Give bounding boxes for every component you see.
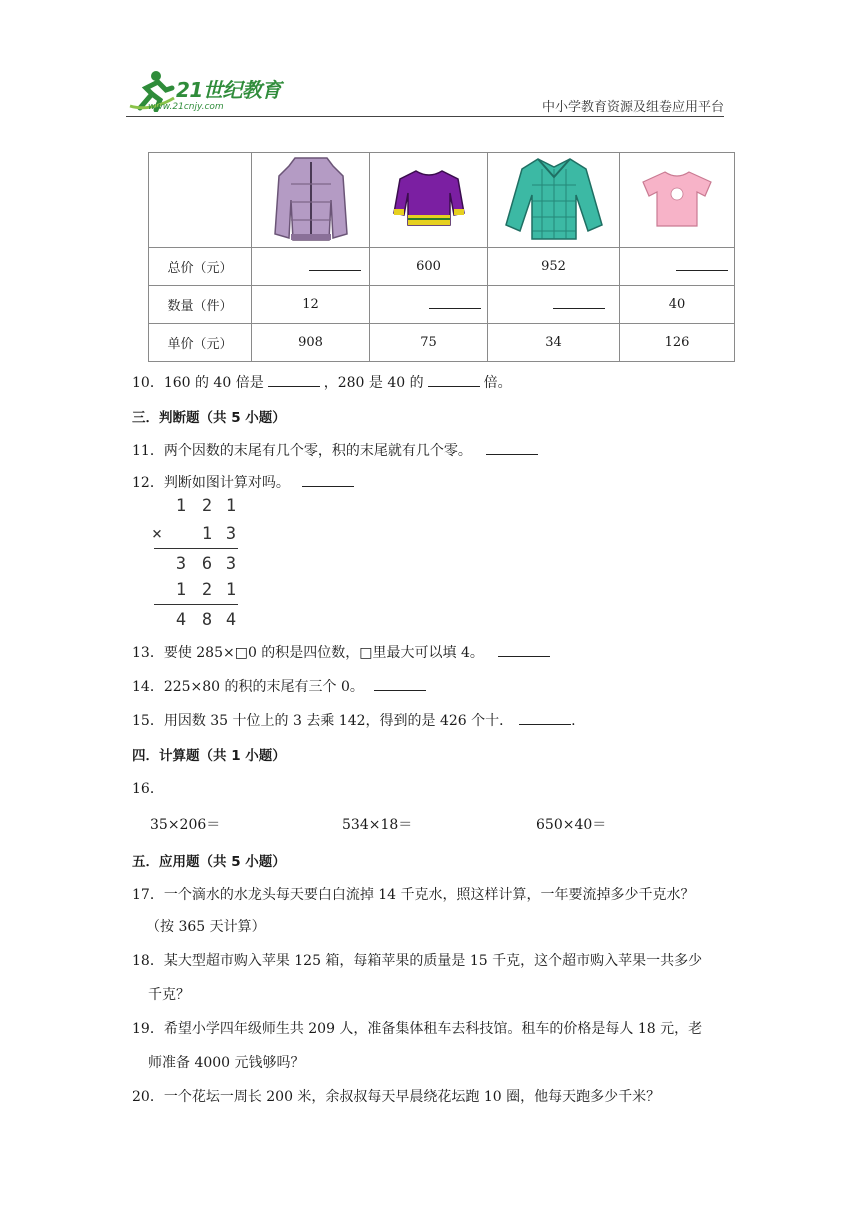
logo: [126, 68, 296, 114]
digit: 2: [201, 496, 213, 516]
digit: 6: [201, 554, 213, 574]
q12-text: 12．判断如图计算对吗。: [132, 475, 290, 491]
q16-expr-2: 534×18＝: [342, 817, 413, 833]
logo-text: 21世纪教育: [176, 78, 281, 102]
digit: 1: [175, 580, 187, 600]
total-price-sweater: 600: [370, 248, 488, 286]
quantity-sweater-blank[interactable]: [370, 286, 488, 324]
digit: 1: [225, 580, 237, 600]
q16-expr-1: 35×206＝: [150, 817, 221, 833]
calc-rule-2: [154, 604, 238, 605]
unit-price-tshirt: 126: [620, 324, 735, 362]
q10-part-c: 倍。: [483, 375, 512, 391]
q10-part-b: ，280 是 40 的: [323, 375, 424, 391]
question-11: [132, 440, 542, 460]
logo-url: www.21cnjy.com: [148, 102, 224, 112]
quantity-row: [149, 286, 735, 324]
q11-blank[interactable]: [486, 442, 538, 455]
image-row: [149, 153, 735, 248]
sweater-cell: [370, 153, 488, 248]
question-16: 16．: [132, 781, 164, 797]
question-18-line-2: 千克？: [148, 987, 190, 1003]
question-14: [132, 676, 430, 696]
quantity-shirt-blank[interactable]: [488, 286, 620, 324]
digit: 8: [201, 610, 213, 630]
multiplication-figure: [150, 496, 242, 636]
question-13: [132, 642, 554, 662]
digit: 2: [201, 580, 213, 600]
row-label: 单价（元）: [149, 324, 252, 362]
digit: 1: [201, 524, 213, 544]
total-price-row: [149, 248, 735, 286]
unit-price-row: [149, 324, 735, 362]
calc-row-4: [150, 580, 242, 604]
q11-text: 11．两个因数的末尾有几个零，积的末尾就有几个零。: [132, 443, 472, 459]
plaid-shirt-icon: [504, 155, 604, 241]
calc-row-5: [150, 610, 242, 634]
q10-blank-2[interactable]: [428, 374, 480, 387]
digit: 3: [225, 524, 237, 544]
question-10: [132, 372, 512, 392]
q16-expr-3: 650×40＝: [536, 817, 607, 833]
digit: 3: [175, 554, 187, 574]
question-17-line-1: 17．一个滴水的水龙头每天要白白流掉 14 千克水，照这样计算，一年要流掉多少千克水？: [132, 887, 695, 903]
platform-title: 中小学教育资源及组卷应用平台: [541, 100, 724, 115]
unit-price-sweater: 75: [370, 324, 488, 362]
q12-blank[interactable]: [302, 474, 354, 487]
page-header: [126, 68, 724, 117]
calc-row-3: [150, 554, 242, 578]
digit: 1: [225, 496, 237, 516]
digit: 3: [225, 554, 237, 574]
digit: 4: [175, 610, 187, 630]
pink-tshirt-icon: [641, 168, 713, 228]
digit: 4: [225, 610, 237, 630]
q10-part-a: 10．160 的 40 倍是: [132, 375, 264, 391]
question-19-line-1: 19．希望小学四年级师生共 209 人，准备集体租车去科技馆。租车的价格是每人 18 元，老: [132, 1021, 703, 1037]
total-price-shirt: 952: [488, 248, 620, 286]
total-price-tshirt-blank[interactable]: [620, 248, 735, 286]
digit: 1: [175, 496, 187, 516]
total-price-jacket-blank[interactable]: [252, 248, 370, 286]
down-jacket-icon: [273, 154, 349, 242]
question-19-line-2: 师准备 4000 元钱够吗？: [148, 1055, 305, 1071]
question-15: [132, 710, 576, 730]
tshirt-cell: [620, 153, 735, 248]
unit-price-jacket: 908: [252, 324, 370, 362]
calc-rule-1: [154, 548, 238, 549]
question-20: 20．一个花坛一周长 200 米，余叔叔每天早晨绕花坛跑 10 圈，他每天跑多少千米？: [132, 1089, 661, 1105]
section-3-heading: 三．判断题（共 5 小题）: [132, 410, 286, 426]
row-label: 数量（件）: [149, 286, 252, 324]
q14-text: 14．225×80 的积的末尾有三个 0。: [132, 679, 364, 695]
q13-text: 13．要使 285×□0 的积是四位数，□里最大可以填 4。: [132, 645, 484, 661]
q15-blank[interactable]: [519, 712, 571, 725]
row-label: 总价（元）: [149, 248, 252, 286]
q14-blank[interactable]: [374, 678, 426, 691]
q13-blank[interactable]: [498, 644, 550, 657]
q15-text: 15．用因数 35 十位上的 3 去乘 142，得到的是 426 个十．: [132, 713, 514, 729]
times-sign: ×: [151, 524, 163, 544]
unit-price-shirt: 34: [488, 324, 620, 362]
quantity-jacket: 12: [252, 286, 370, 324]
corner-cell: [149, 153, 252, 248]
q10-blank-1[interactable]: [268, 374, 320, 387]
section-4-heading: 四．计算题（共 1 小题）: [132, 748, 286, 764]
q15-end: .: [571, 713, 576, 729]
goods-table: [148, 152, 735, 362]
sweater-icon: [392, 167, 466, 229]
calc-row-1: [150, 496, 242, 520]
calc-row-2: [150, 524, 242, 548]
jacket-cell: [252, 153, 370, 248]
question-17-line-2: （按 365 天计算）: [146, 919, 266, 935]
shirt-cell: [488, 153, 620, 248]
quantity-tshirt: 40: [620, 286, 735, 324]
section-5-heading: 五．应用题（共 5 小题）: [132, 854, 286, 870]
question-18-line-1: 18．某大型超市购入苹果 125 箱，每箱苹果的质量是 15 千克，这个超市购入苹果一共多少: [132, 953, 703, 969]
question-12: [132, 472, 358, 492]
